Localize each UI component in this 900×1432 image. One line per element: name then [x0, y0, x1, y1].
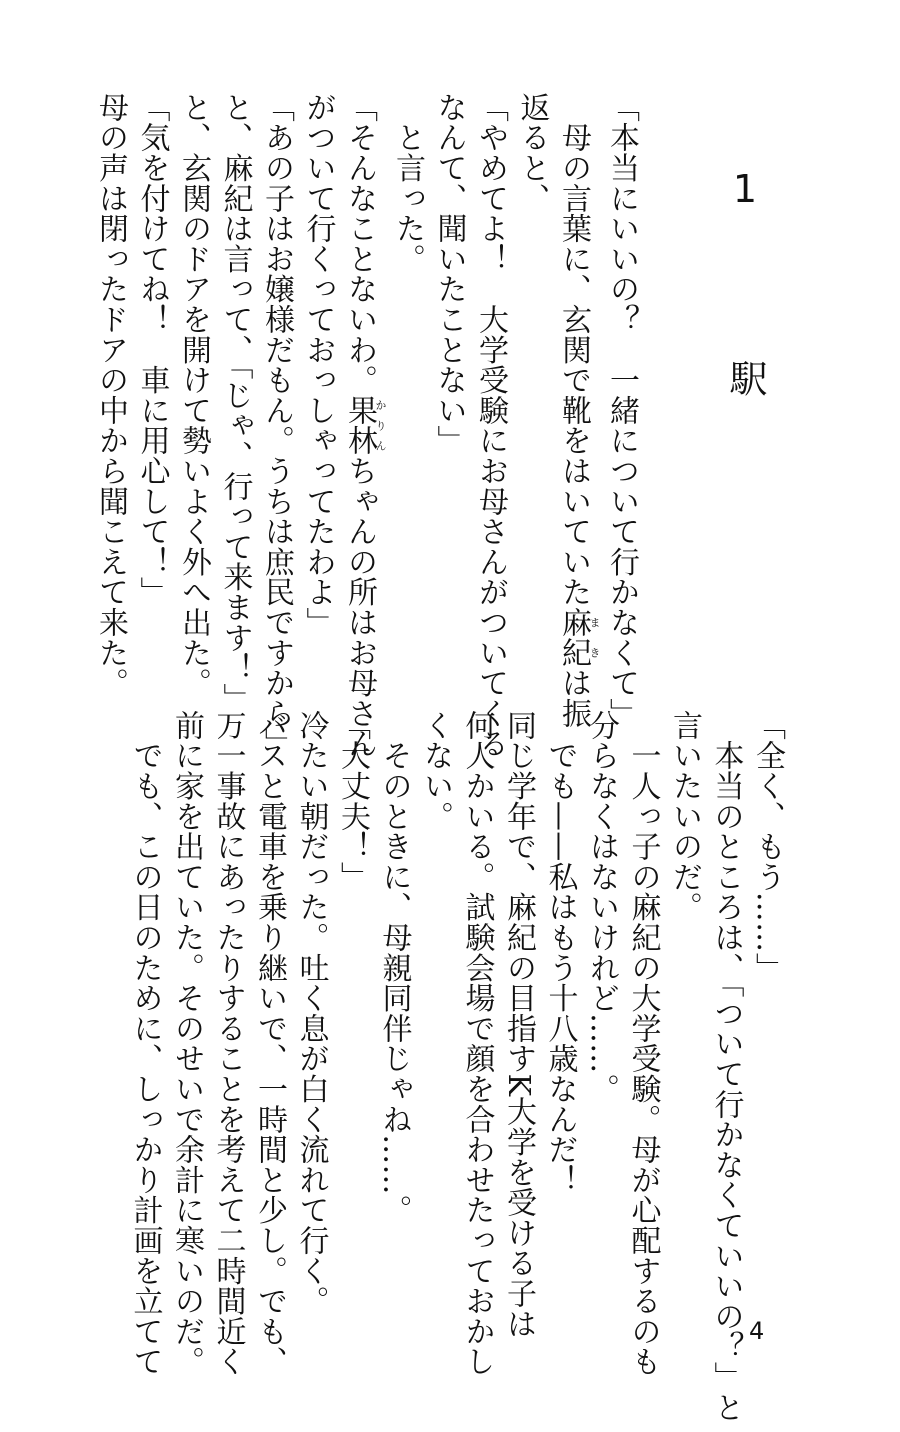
top-text-block [90, 92, 643, 759]
text-line: なんて、聞いたことない」 [431, 92, 467, 456]
text-line: 「あの子はお嬢様だもん。うちは庶民ですから」 [259, 92, 294, 759]
text-line: 「そんなことないわ。果林かりんちゃんの所はお母さん [342, 92, 387, 759]
furigana-maki-reading: まき [588, 607, 601, 668]
text-line: そのときに、母親同伴じゃね……。 [376, 710, 412, 1226]
text-line: 分らなくはないけれど……。 [584, 710, 619, 1104]
text-line: 一人っ子の麻紀の大学受験。母が心配するのも [625, 710, 661, 1377]
text-line: と言った。 [390, 92, 425, 274]
text-line: 冷たい朝だった。吐く息が白く流れて行く。 [293, 710, 329, 1316]
text-line: 「全く、もう……」 [750, 710, 785, 983]
text-line: 「気を付けてね！ 車に用心して！」 [134, 92, 170, 608]
text-line: 「本当にいいの？ 一緒について行かなくて」 [604, 92, 639, 729]
text-line: 言いたいのだ。 [667, 710, 702, 923]
text-line: 「大丈夫！」 [335, 710, 370, 892]
text-line: バスと電車を乗り継いで、一時間と少し。でも、 [252, 710, 287, 1377]
text-line: 本当のところは、「ついて行かなくていいの？」と [708, 710, 744, 1423]
text-line: と、玄関のドアを開けて勢いよく外へ出た。 [176, 92, 211, 698]
text-line: がついて行くっておっしゃってたわよ」 [300, 92, 336, 638]
furigana-karin-reading: かりん [374, 395, 387, 456]
text-line: 「やめてよ！ 大学受験にお母さんがついてくる [473, 92, 508, 759]
text-line: でも、この日のために、しっかり計画を立てて [127, 710, 163, 1377]
text-line: でも——私はもう十八歳なんだ！ [542, 710, 578, 1195]
furigana-maki: 麻紀まき [556, 607, 601, 668]
bottom-text-block [124, 710, 788, 1423]
text-line: と、麻紀は言って、「じゃ、行って来ます！」 [217, 92, 253, 714]
page-number: 4 [749, 1317, 765, 1345]
text-line: 母の言葉に、玄関で靴をはいていた麻紀まきは振 [556, 92, 601, 729]
text-line: 何人かいる。試験会場で顔を合わせたっておかし [459, 710, 495, 1377]
text-line: 同じ学年で、麻紀の目指すK大学を受ける子は [501, 710, 536, 1339]
furigana-karin: 果林かりん [342, 395, 387, 456]
text-line: 万一事故にあったりすることを考えて二時間近く [210, 710, 246, 1377]
text-line: くない。 [418, 710, 453, 832]
text-line: 母の声は閉ったドアの中から聞こえて来た。 [93, 92, 128, 698]
text-line: 返ると、 [514, 92, 550, 214]
chapter-heading: 1 駅 [723, 167, 767, 449]
text-line: 前に家を出ていた。そのせいで余計に寒いのだ。 [169, 710, 204, 1377]
